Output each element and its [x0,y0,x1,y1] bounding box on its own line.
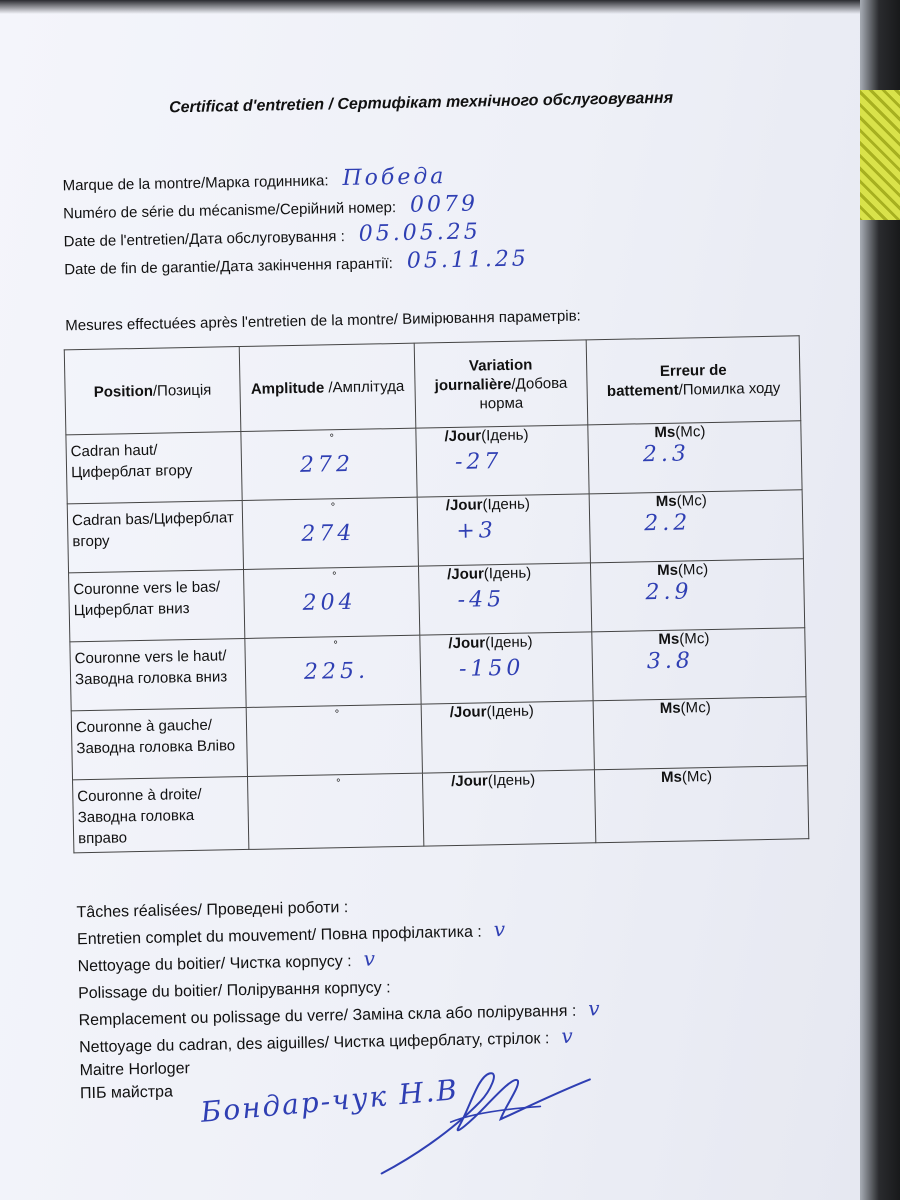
degree-mark: ° [333,639,339,652]
position-cell: Couronne à droite/Заводна головка вправо [73,776,249,852]
field-brand [62,164,446,196]
tasks-section [76,891,600,1060]
variation-cell [417,494,590,566]
field-service-date [63,219,481,252]
master-label-ua: ПІБ майстра [79,1083,174,1103]
ms-label: Ms(Мс) [654,423,706,442]
amplitude-value: 204 [302,589,357,616]
degree-mark: ° [332,570,337,583]
amplitude-cell [246,704,422,776]
variation-cell [422,770,595,846]
ms-label: Ms(Мс) [659,699,711,718]
task-item: Polissage du boitier/ Полірування корпусу : [77,979,391,1003]
ms-label: Ms(Мс) [660,768,713,787]
task-item: Entretien complet du mouvement/ Повна профілактика : v [76,917,506,949]
error-cell [593,697,807,770]
error-cell [588,421,802,494]
degree-mark: ° [336,777,341,790]
amplitude-value: 272 [299,451,355,478]
header-amplitude: Amplitude /Амплітуда [239,343,416,431]
amplitude-cell [242,497,418,569]
header-error: Erreur de battement/Помилка ходу [586,336,801,425]
variation-value: -150 [458,655,525,682]
amplitude-cell [241,428,417,500]
amplitude-value: 274 [301,520,356,547]
jour-label: /Jour(Ідень) [445,495,531,515]
handwritten-value: 05.05.25 [358,219,481,247]
variation-cell [420,632,593,704]
master-label-fr: Maitre Horloger [79,1060,191,1080]
check-mark: v [363,946,376,971]
check-mark: v [561,1023,573,1048]
error-value: 2.3 [642,441,691,468]
check-mark: v [493,917,506,942]
error-value: 3.8 [646,648,695,675]
field-label: Date de l'entretien/Дата обслуговування : [63,227,345,251]
position-cell: Couronne vers le bas/Циферблат вниз [69,569,245,641]
position-cell: Cadran haut/Циферблат вгору [66,432,242,504]
field-label: Date de fin de garantie/Дата закінчення гарантії: [64,255,394,279]
tasks-heading: Tâches réalisées/ Проведені роботи : [76,899,349,922]
jour-label: /Jour(Ідень) [450,771,536,791]
amplitude-value: 225. [303,658,370,685]
variation-cell [421,701,594,773]
certificate-sheet [30,35,852,1200]
variation-value: +3 [456,518,497,544]
error-value: 2.9 [645,579,693,606]
variation-value: -27 [454,449,503,475]
task-item: Nettoyage du cadran, des aiguilles/ Чистка циферблату, стрілок : v [78,1023,573,1057]
error-cell [590,559,804,632]
degree-mark: ° [329,432,335,445]
signature [340,1059,622,1184]
amplitude-cell [244,566,420,638]
error-cell [592,628,806,701]
handwritten-value: Победа [342,164,447,192]
jour-label: /Jour(Ідень) [446,564,532,584]
field-warranty-end [64,246,529,280]
handwritten-value: 0079 [409,191,479,218]
jour-label: /Jour(Ідень) [448,633,533,653]
position-cell: Couronne vers le haut/Заводна головка вниз [70,638,246,710]
error-cell [589,490,803,563]
degree-mark: ° [334,708,340,721]
ms-label: Ms(Мс) [655,492,707,511]
certificate-title: Certificat d'entretien / Сертифікат технічного обслуговування [168,89,674,117]
degree-mark: ° [330,501,336,514]
handwritten-value: 05.11.25 [406,246,530,274]
header-position: Position/Позиція [64,347,241,435]
amplitude-cell [245,635,421,707]
task-item: Remplacement ou polissage du verre/ Заміна скла або полірування : v [78,996,600,1030]
page-shadow [0,0,860,14]
table-header-row [64,336,800,435]
position-cell: Cadran bas/Циферблат вгору [67,501,243,573]
master-section [79,1057,190,1105]
ms-label: Ms(Мс) [656,561,709,580]
check-mark: v [588,996,600,1021]
ms-label: Ms(Мс) [658,630,710,649]
jour-label: /Jour(Ідень) [449,702,534,722]
variation-cell [416,425,589,497]
field-serial [63,191,478,224]
jour-label: /Jour(Ідень) [444,426,529,446]
position-cell: Couronne à gauche/ Заводна головка Вліво [71,707,247,779]
measures-heading: Mesures effectuées après l'entretien de la montre/ Вимірювання параметрів: [65,307,581,335]
field-label: Marque de la montre/Марка годинника: [62,172,329,195]
variation-cell [418,563,591,635]
header-variation: Variation journalière/Добова норма [414,340,588,428]
error-value: 2.2 [643,510,692,537]
measurements-table [64,335,810,853]
task-item: Nettoyage du boitier/ Чистка корпусу : v [77,946,376,976]
error-cell [594,766,808,843]
variation-value: -45 [457,586,506,613]
amplitude-cell [247,773,423,849]
field-label: Numéro de série du mécanisme/Серійний номер: [62,199,397,223]
table-row [73,766,809,853]
master-handwritten-name: Бондар-чук Н.В [199,1072,461,1129]
